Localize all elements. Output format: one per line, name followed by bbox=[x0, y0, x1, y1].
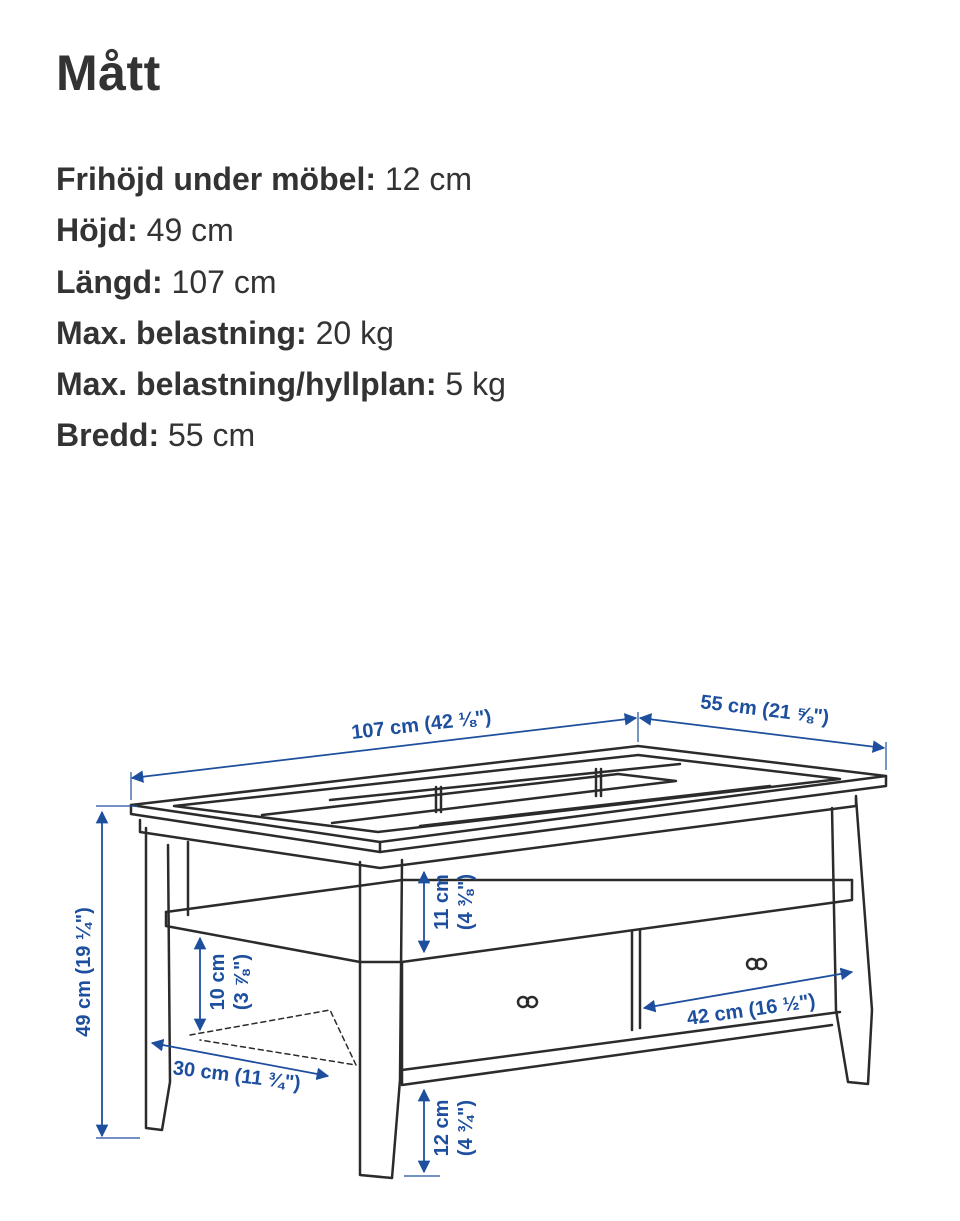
spec-row-max-load bbox=[56, 308, 506, 359]
spec-row-length bbox=[56, 257, 506, 308]
dim-height-label: 49 cm (19 ¼") bbox=[73, 907, 95, 1037]
spec-value: 12 cm bbox=[384, 161, 473, 197]
spec-row-clearance bbox=[56, 154, 506, 205]
spec-value: 5 kg bbox=[445, 366, 506, 403]
spec-row-width bbox=[56, 410, 506, 461]
spec-label: Höjd: bbox=[56, 212, 138, 249]
page-title: Mått bbox=[56, 45, 161, 101]
spec-label: Bredd: bbox=[56, 417, 160, 454]
dim-clearance-label: 12 cm bbox=[431, 1099, 453, 1157]
dim-shelf-depth-label: 30 cm (11 ¾") bbox=[171, 1057, 302, 1095]
dim-drawer-height-in-label: (4 ⅜") bbox=[455, 873, 477, 931]
dim-shelf-height-in-label: (3 ⅞") bbox=[231, 953, 253, 1011]
dim-shelf-height-label: 10 cm bbox=[207, 953, 229, 1011]
spec-list bbox=[56, 154, 506, 462]
spec-label: Max. belastning/hyllplan: bbox=[56, 366, 437, 403]
spec-value: 107 cm bbox=[171, 263, 277, 300]
dim-width-label: 55 cm (21 ⅝") bbox=[699, 691, 831, 729]
spec-value: 55 cm bbox=[168, 417, 256, 454]
dim-drawer-width-label: 42 cm (16 ½") bbox=[685, 990, 817, 1030]
spec-label: Längd: bbox=[56, 263, 163, 300]
spec-label: Max. belastning: bbox=[56, 314, 307, 351]
spec-row-max-load-shelf bbox=[56, 359, 506, 410]
dimension-diagram bbox=[0, 690, 960, 1221]
dim-length-label: 107 cm (42 ⅛") bbox=[350, 706, 493, 744]
spec-row-height bbox=[56, 205, 506, 256]
dim-drawer-height-label: 11 cm bbox=[431, 874, 453, 930]
dim-clearance-in-label: (4 ¾") bbox=[455, 1099, 477, 1157]
dimension-lines bbox=[96, 712, 886, 1176]
spec-value: 49 cm bbox=[146, 212, 234, 249]
spec-label: Frihöjd under möbel: bbox=[56, 161, 376, 197]
spec-value: 20 kg bbox=[315, 314, 394, 351]
